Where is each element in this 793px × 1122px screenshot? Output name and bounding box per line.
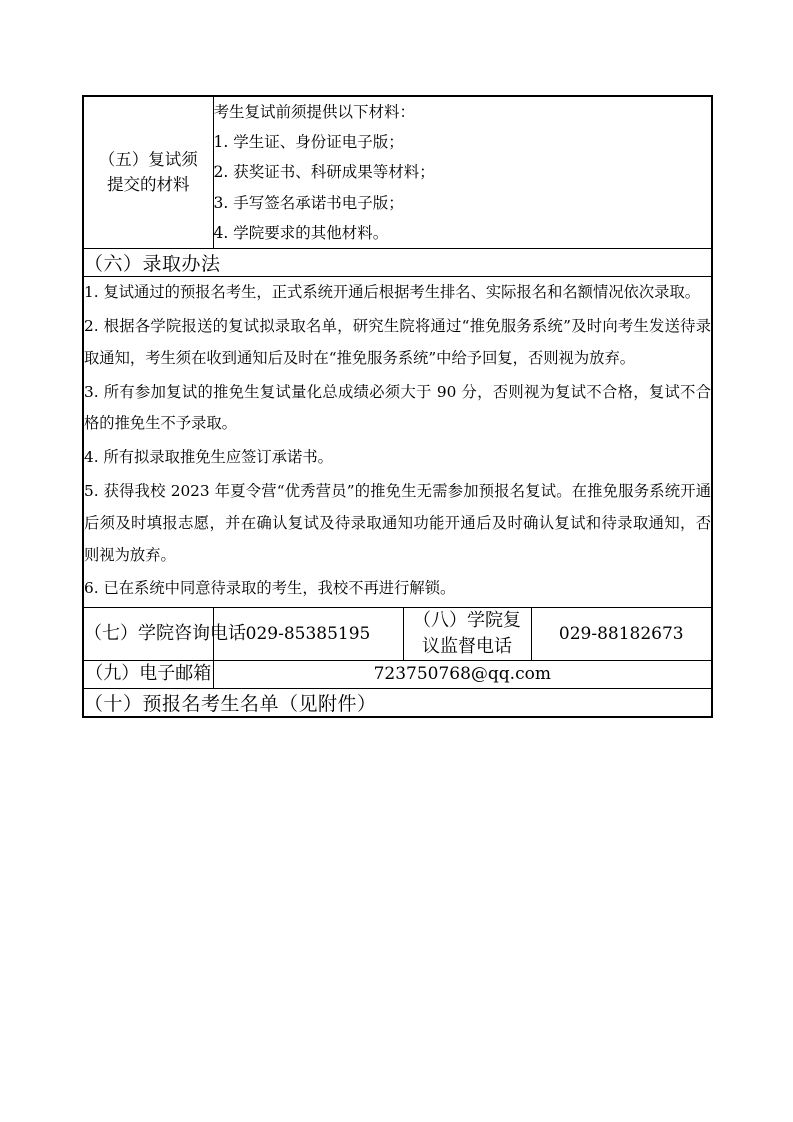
supervise-phone-label-line1: （八）学院复 [413, 610, 521, 632]
table-row [83, 249, 712, 277]
supervise-phone-label [403, 608, 531, 661]
email-label: （九）电子邮箱 [83, 661, 213, 688]
materials-content-cell [213, 96, 712, 249]
email-value: 723750768@qq.com [213, 661, 712, 688]
materials-label-cell [83, 96, 213, 249]
consult-phone-label: （七）学院咨询电话 [83, 608, 213, 661]
admission-paragraph-5: 5. 获得我校 2023 年夏令营“优秀营员”的推免生无需参加预报名复试。在推免服务系统开通后须及时填报志愿，并在确认复试及待录取通知功能开通后及时确认复试和待录取通知，否则视为放弃。 [84, 481, 712, 564]
materials-item-3: 3. 手写签名承诺书电子版； [213, 193, 404, 212]
table-row [83, 96, 712, 249]
materials-item-2: 2. 获奖证书、科研成果等材料； [213, 163, 435, 182]
materials-label-line1: （五）复试须 [98, 149, 198, 169]
admission-paragraph-6: 6. 已在系统中同意待录取的考生，我校不再进行解锁。 [84, 579, 456, 598]
materials-intro: 考生复试前须提供以下材料： [213, 103, 416, 121]
admission-body-cell [83, 277, 712, 608]
table-row [83, 608, 712, 661]
admission-info-table [82, 95, 713, 718]
supervise-phone-value: 029-88182673 [531, 608, 712, 661]
admission-paragraph-1: 1. 复试通过的预报名考生，正式系统开通后根据考生排名、实际报名和名额情况依次录取。 [84, 283, 701, 302]
materials-label-line2: 提交的材料 [107, 174, 190, 194]
admission-paragraph-4: 4. 所有拟录取推免生应签订承诺书。 [84, 448, 333, 467]
materials-item-4: 4. 学院要求的其他材料。 [213, 223, 389, 242]
table-row [83, 688, 712, 717]
admission-heading-cell: （六）录取办法 [83, 249, 712, 277]
admission-paragraph-2: 2. 根据各学院报送的复试拟录取名单，研究生院将通过“推免服务系统”及时向考生发送待录取通知，考生须在收到通知后及时在“推免服务系统”中给予回复，否则视为放弃。 [84, 316, 712, 367]
materials-item-1: 1. 学生证、身份证电子版； [213, 133, 404, 152]
attachment-heading-cell: （十）预报名考生名单（见附件） [83, 688, 712, 717]
table-row [83, 661, 712, 688]
consult-phone-value: 029-85385195 [213, 608, 403, 661]
admission-paragraph-3: 3. 所有参加复试的推免生复试量化总成绩必须大于 90 分，否则视为复试不合格，复试不合格的推免生不予录取。 [84, 382, 712, 433]
supervise-phone-label-line2: 议监督电话 [422, 636, 512, 658]
table-row [83, 277, 712, 608]
